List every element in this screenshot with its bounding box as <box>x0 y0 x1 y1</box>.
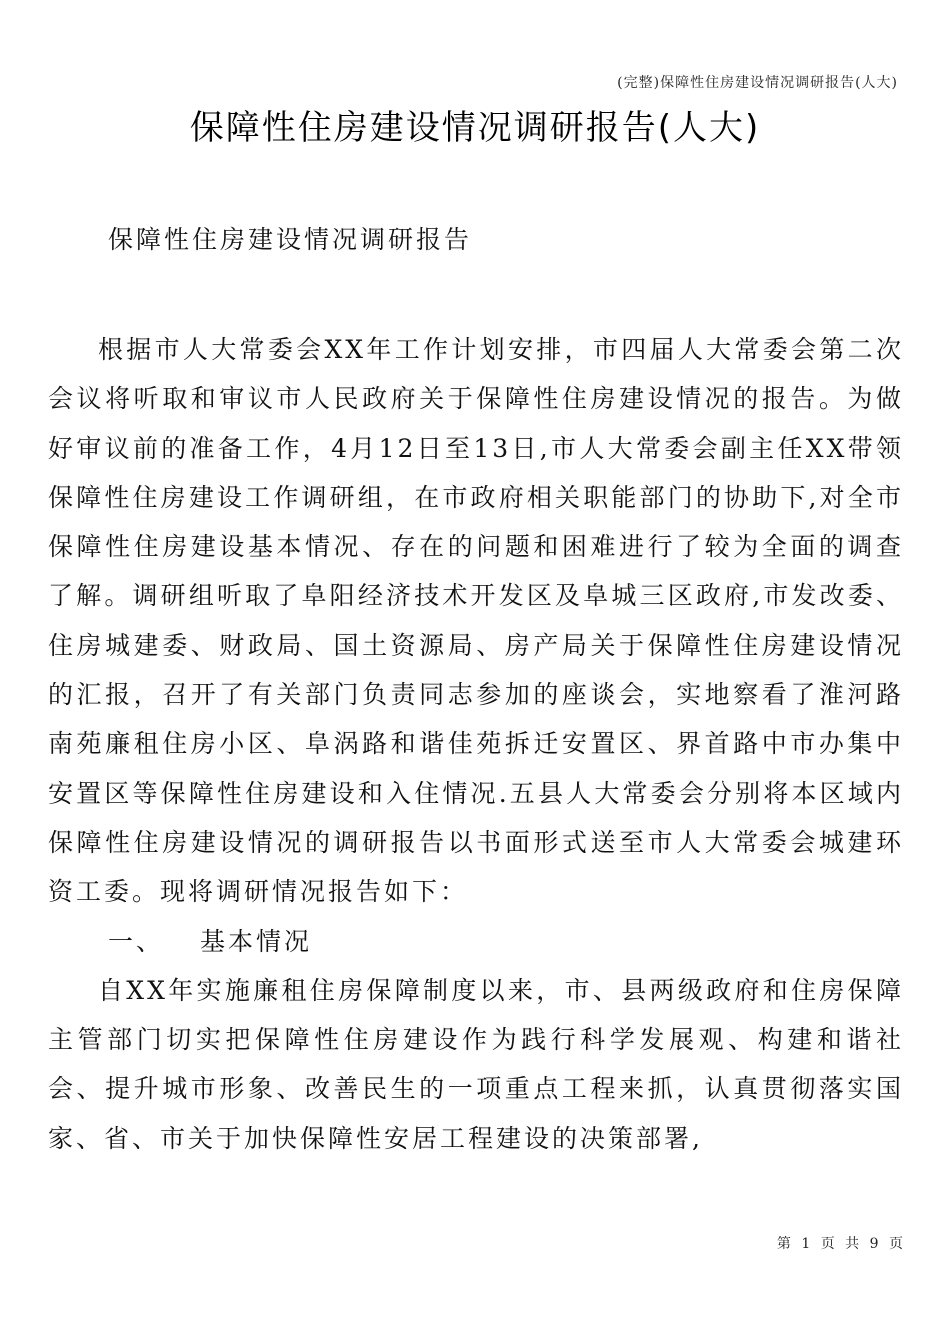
document-title: 保障性住房建设情况调研报告(人大) <box>189 108 761 148</box>
page-footer: 第 1 页 共 9 页 <box>776 1236 906 1252</box>
section-title: 基本情况 <box>200 926 313 956</box>
running-header: (完整)保障性住房建设情况调研报告(人大) <box>617 75 898 91</box>
body-paragraph-2: 自XX年实施廉租住房保障制度以来，市、县两级政府和住房保障主管部门切实把保障性住房建设作为践行科学发展观、构建和谐社会、提升城市形象、改善民生的一项重点工程来抓，认真贯彻落实国家、省、市关于加快保障性安居工程建设的决策部署, <box>48 975 904 1153</box>
document-subtitle: 保障性住房建设情况调研报告 <box>108 225 473 254</box>
document-body <box>48 325 904 1163</box>
body-paragraph-1: 根据市人大常委会XX年工作计划安排，市四届人大常委会第二次会议将听取和审议市人民政府关于保障性住房建设情况的报告。为做好审议前的准备工作，4月12日至13日,市人大常委会副主任XX带领保障性住房建设工作调研组，在市政府相关职能部门的协助下,对全市保障性住房建设基本情况、存在的问题和困难进行了较为全面的调查了解。调研组听取了阜阳经济技术开发区及阜城三区政府,市发改委、住房城建委、财政局、国土资源局、房产局关于保障性住房建设情况的汇报，召开了有关部门负责同志参加的座谈会，实地察看了淮河路南苑廉租住房小区、阜涡路和谐佳苑拆迁安置区、界首路中市办集中安置区等保障性住房建设和入住情况.五县人大常委会分别将本区域内保障性住房建设情况的调研报告以书面形式送至市人大常委会城建环资工委。现将调研情况报告如下： <box>48 335 904 907</box>
section-heading-1 <box>48 917 904 966</box>
section-number: 一、 <box>108 926 165 956</box>
